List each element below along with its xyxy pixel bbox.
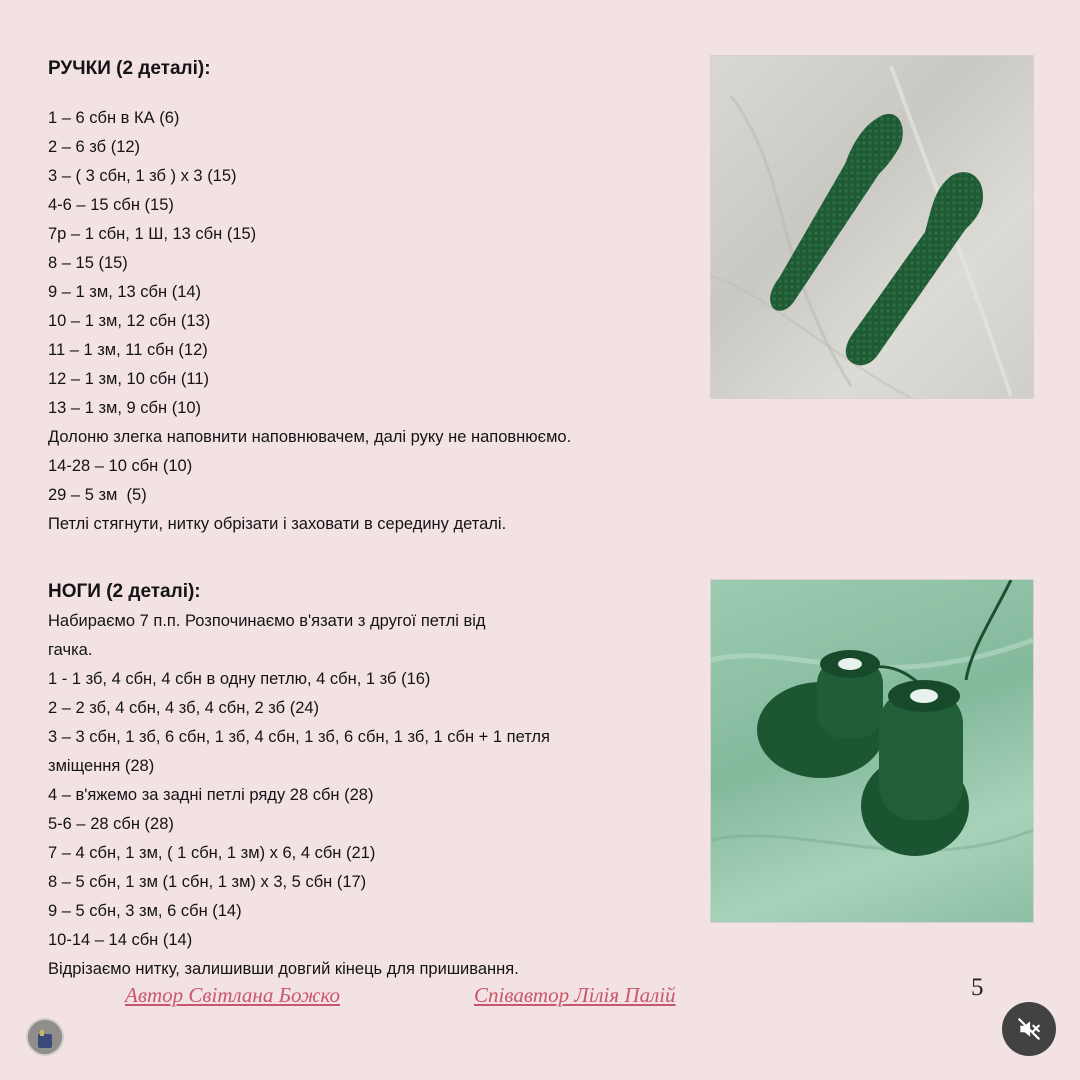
instruction-line: гачка. [48, 641, 93, 659]
instruction-line: 4 – в'яжемо за задні петлі ряду 28 сбн (28) [48, 786, 374, 804]
instruction-line: 4-6 – 15 сбн (15) [48, 196, 174, 214]
crochet-arm-left [770, 114, 903, 311]
instruction-line: 11 – 1 зм, 11 сбн (12) [48, 341, 208, 359]
arms-heading: РУЧКИ (2 деталі): [48, 58, 211, 79]
instruction-line: 9 – 1 зм, 13 сбн (14) [48, 283, 202, 301]
mute-button[interactable] [1002, 1002, 1056, 1056]
instruction-line: 3 – 3 сбн, 1 зб, 6 сбн, 1 зб, 4 сбн, 1 зб, 6 сбн, 1 зб, 1 сбн + 1 петля [48, 728, 550, 746]
instruction-line: зміщення (28) [48, 757, 155, 775]
instruction-line: 3 – ( 3 сбн, 1 зб ) х 3 (15) [48, 167, 237, 185]
instruction-line: 8 – 5 сбн, 1 зм (1 сбн, 1 зм) х 3, 5 сбн (17) [48, 873, 367, 891]
legs-instructions [48, 607, 550, 984]
instruction-line: 10 – 1 зм, 12 сбн (13) [48, 312, 211, 330]
instruction-line: 7 – 4 сбн, 1 зм, ( 1 сбн, 1 зм) х 6, 4 сбн (21) [48, 844, 376, 862]
instruction-line: Петлі стягнути, нитку обрізати і заховати в середину деталі. [48, 515, 507, 533]
author-credit-link[interactable]: Автор Світлана Божко [125, 983, 340, 1007]
arms-photo [710, 55, 1034, 399]
instruction-line: 9 – 5 сбн, 3 зм, 6 сбн (14) [48, 902, 242, 920]
crochet-arm-right [846, 172, 983, 365]
instruction-line: 2 – 2 зб, 4 сбн, 4 зб, 4 сбн, 2 зб (24) [48, 699, 320, 717]
page-number: 5 [971, 974, 984, 1001]
speaker-muted-icon [1016, 1016, 1042, 1042]
legs-heading: НОГИ (2 деталі): [48, 581, 201, 602]
instruction-line: 29 – 5 зм (5) [48, 486, 147, 504]
instruction-line: 2 – 6 зб (12) [48, 138, 141, 156]
instruction-line: 1 – 6 сбн в КА (6) [48, 109, 180, 127]
instruction-line: 14-28 – 10 сбн (10) [48, 457, 193, 475]
instruction-line: Відрізаємо нитку, залишивши довгий кінець для пришивання. [48, 960, 519, 978]
crochet-arms-image [711, 56, 1033, 398]
instruction-line: 13 – 1 зм, 9 сбн (10) [48, 399, 202, 417]
legs-photo [710, 579, 1034, 923]
instruction-line: 1 - 1 зб, 4 сбн, 4 сбн в одну петлю, 4 сбн, 1 зб (16) [48, 670, 431, 688]
instruction-line: 5-6 – 28 сбн (28) [48, 815, 174, 833]
crochet-legs-image [711, 580, 1033, 922]
legs-section [48, 577, 550, 984]
instruction-line: Набираємо 7 п.п. Розпочинаємо в'язати з другої петлі від [48, 612, 486, 630]
arms-section [48, 54, 571, 539]
instruction-line: 12 – 1 зм, 10 сбн (11) [48, 370, 209, 388]
instruction-line: 7р – 1 сбн, 1 Ш, 13 сбн (15) [48, 225, 257, 243]
arms-instructions [48, 104, 571, 539]
profile-avatar[interactable] [28, 1020, 62, 1054]
instruction-line: 8 – 15 (15) [48, 254, 128, 272]
instruction-line: 10-14 – 14 сбн (14) [48, 931, 193, 949]
coauthor-credit-link[interactable]: Співавтор Лілія Палій [474, 983, 676, 1007]
crochet-leg-left [757, 650, 885, 778]
instruction-line: Долоню злегка наповнити наповнювачем, далі руку не наповнюємо. [48, 428, 572, 446]
avatar-icon [28, 1020, 62, 1054]
